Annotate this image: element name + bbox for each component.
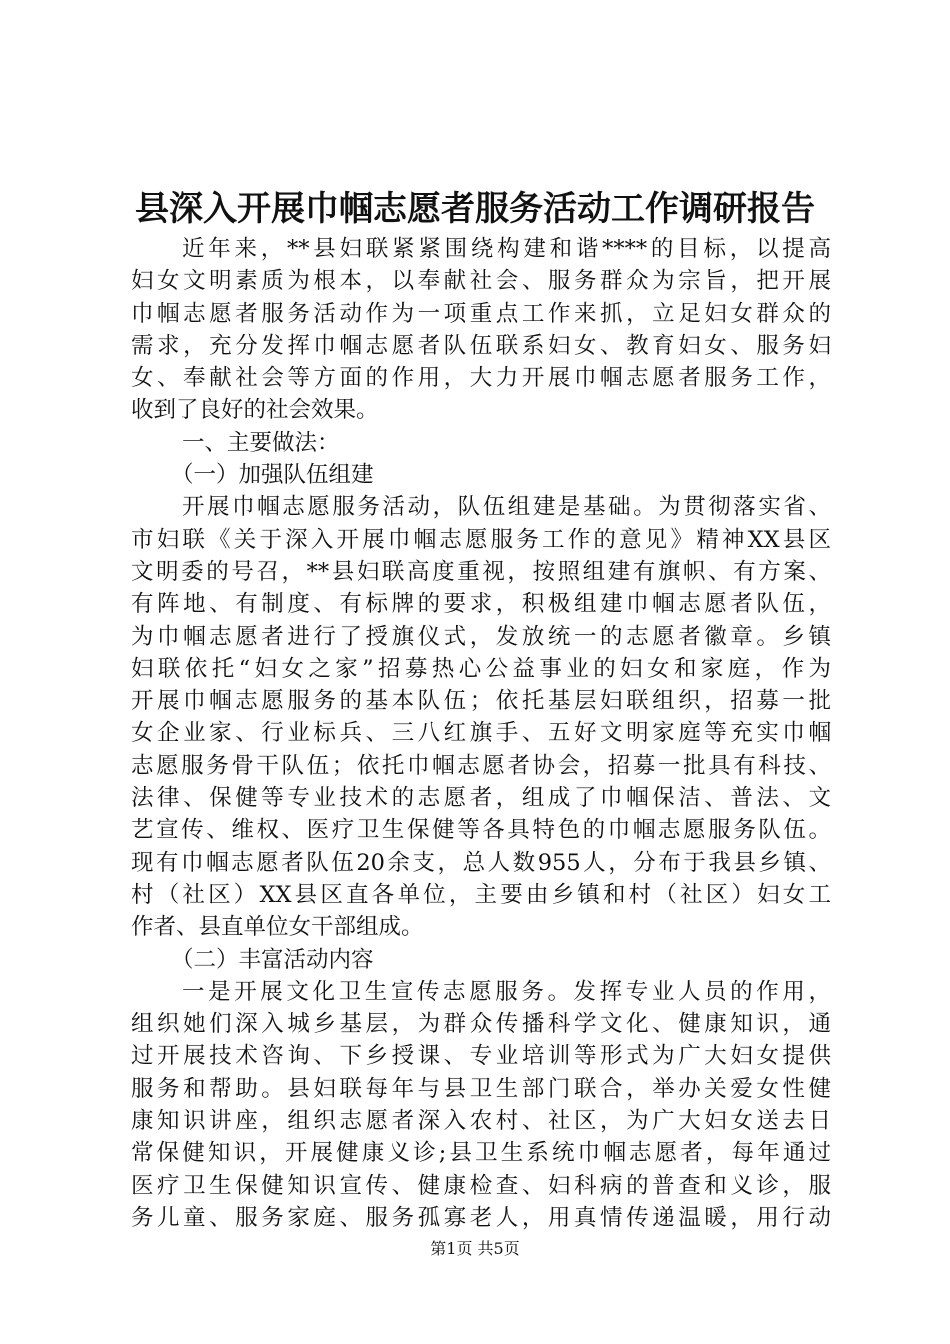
body-line: 务儿童、服务家庭、服务孤寡老人，用真情传递温暖，用行动 [131,1204,831,1231]
body-line: 妇联依托“妇女之家”招募热心公益事业的妇女和家庭，作为 [131,655,831,682]
body-line: 近年来，**县妇联紧紧围绕构建和谐****的目标，以提高 [182,236,831,262]
document-body [131,233,831,1234]
section-heading: 一、主要做法： [182,429,340,456]
body-line: 一是开展文化卫生宣传志愿服务。发挥专业人员的作用， [182,978,831,1005]
page-number-footer: 第1页 共5页 [430,1239,520,1258]
subsection-heading: （二）丰富活动内容 [171,946,374,973]
body-line: 需求，充分发挥巾帼志愿者队伍联系妇女、教育妇女、服务妇 [131,332,831,359]
body-line: 组织她们深入城乡基层，为群众传播科学文化、健康知识，通 [131,1011,831,1038]
body-line: 康知识讲座，组织志愿者深入农村、社区，为广大妇女送去日 [131,1108,831,1135]
body-line: 过开展技术咨询、下乡授课、专业培训等形式为广大妇女提供 [131,1043,831,1070]
body-line: 女、奉献社会等方面的作用，大力开展巾帼志愿者服务工作， [131,365,831,392]
body-line: 市妇联《关于深入开展巾帼志愿服务工作的意见》精神XX县区 [131,526,831,553]
body-line: 有阵地、有制度、有标牌的要求，积极组建巾帼志愿者队伍， [131,591,831,618]
body-line: 艺宣传、维权、医疗卫生保健等各具特色的巾帼志愿服务队伍。 [131,817,831,844]
body-line: 志愿服务骨干队伍；依托巾帼志愿者协会，招募一批具有科技、 [131,752,831,779]
body-line: 现有巾帼志愿者队伍20余支，总人数955人，分布于我县乡镇、 [131,849,831,876]
body-line: 法律、保健等专业技术的志愿者，组成了巾帼保洁、普法、文 [131,785,831,812]
document-title: 县深入开展巾帼志愿者服务活动工作调研报告 [135,189,815,229]
body-line: 文明委的号召，**县妇联高度重视，按照组建有旗帜、有方案、 [131,558,831,585]
body-line: 作者、县直单位女干部组成。 [131,914,424,941]
body-line: 女企业家、行业标兵、三八红旗手、五好文明家庭等充实巾帼 [131,720,831,747]
body-line: 服务和帮助。县妇联每年与县卫生部门联合，举办关爱女性健 [131,1075,831,1102]
body-line: 开展巾帼志愿服务的基本队伍；依托基层妇联组织，招募一批 [131,688,831,715]
body-line: 为巾帼志愿者进行了授旗仪式，发放统一的志愿者徽章。乡镇 [131,623,831,650]
body-line: 巾帼志愿者服务活动作为一项重点工作来抓，立足妇女群众的 [131,300,831,327]
body-line: 医疗卫生保健知识宣传、健康检查、妇科病的普查和义诊，服 [131,1172,831,1199]
body-line: 收到了良好的社会效果。 [131,397,379,424]
body-line: 妇女文明素质为根本，以奉献社会、服务群众为宗旨，把开展 [131,268,831,295]
body-line: 村（社区）XX县区直各单位，主要由乡镇和村（社区）妇女工 [131,881,831,908]
body-line: 开展巾帼志愿服务活动，队伍组建是基础。为贯彻落实省、 [182,494,831,521]
subsection-heading: （一）加强队伍组建 [171,462,374,489]
body-line: 常保健知识，开展健康义诊;县卫生系统巾帼志愿者，每年通过 [131,1140,831,1167]
